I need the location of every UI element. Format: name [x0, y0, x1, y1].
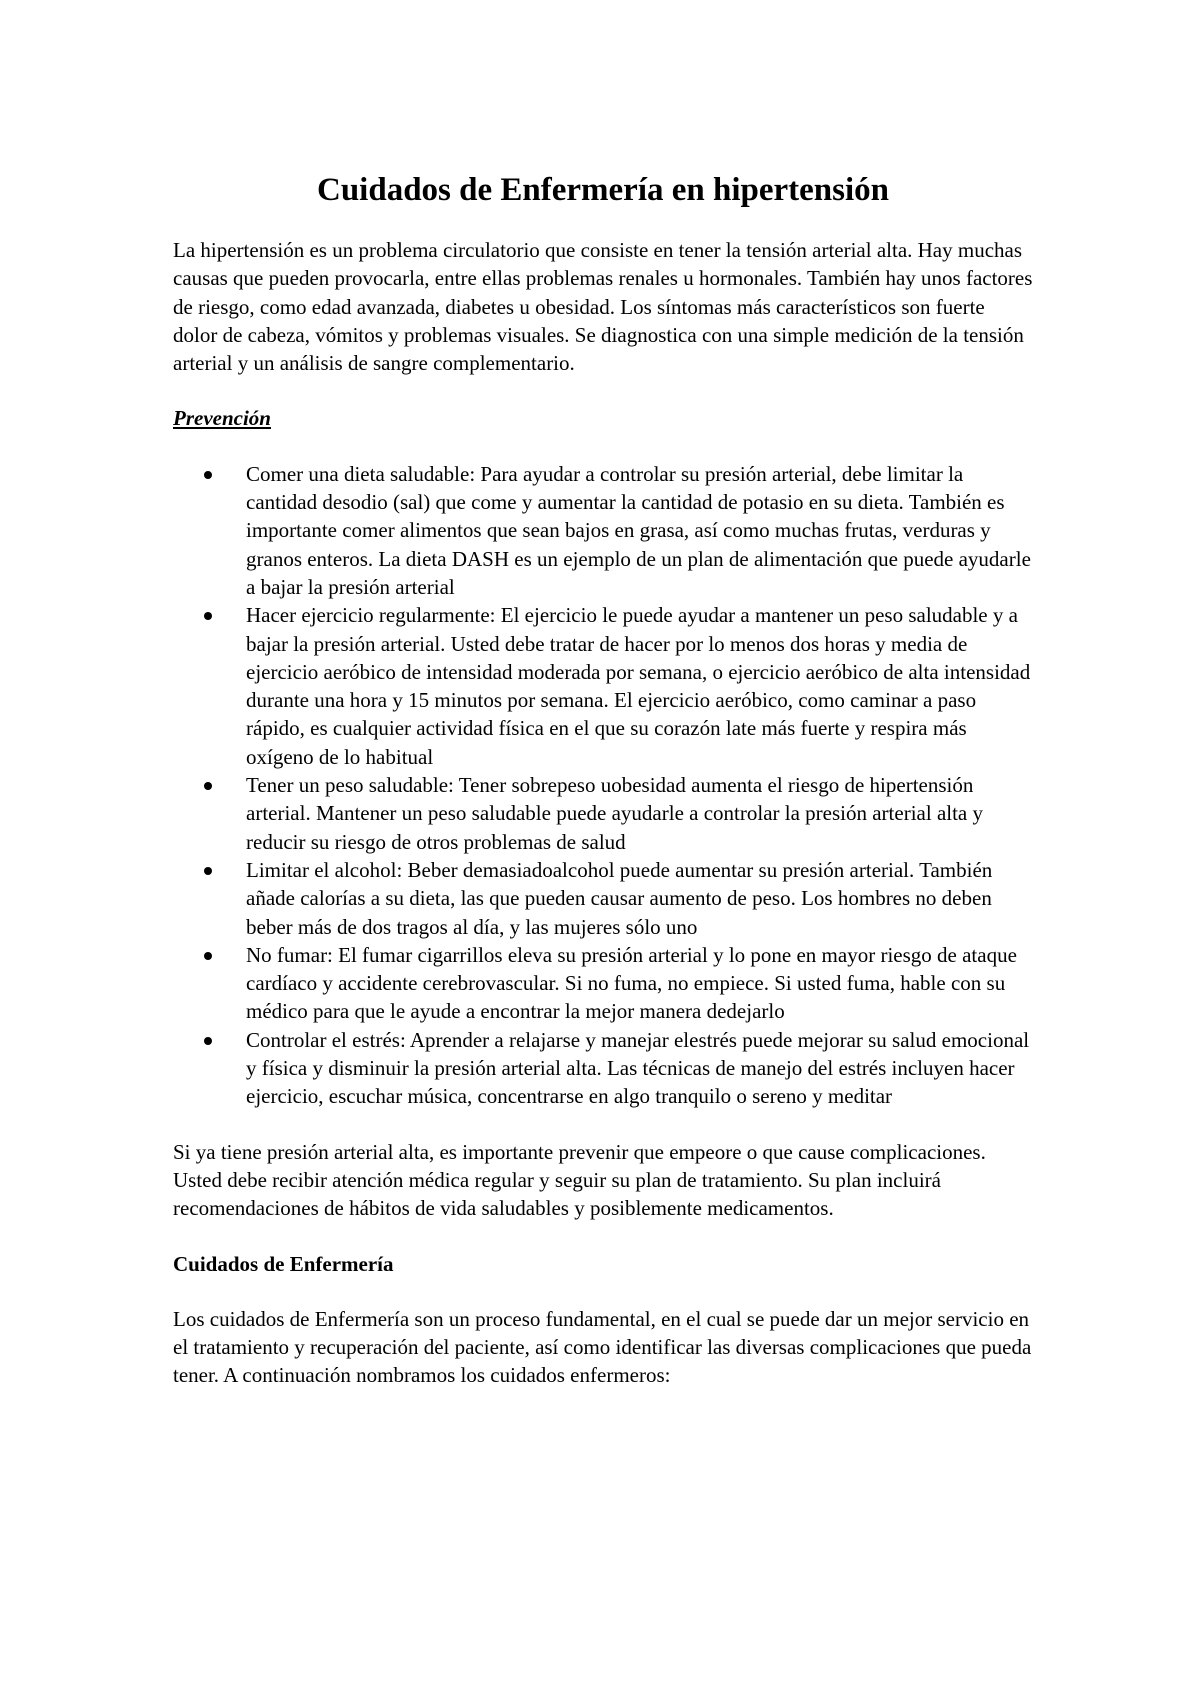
list-item — [246, 771, 1033, 856]
prevention-list — [173, 460, 1033, 1111]
nursing-paragraph: Los cuidados de Enfermería son un proceso fundamental, en el cual se puede dar un mejor servicio en el tratamiento y recuperación del paciente, así como identificar las diversas complicaciones que pueda tener. A continuación nombramos los cuidados enfermeros: — [173, 1306, 1032, 1388]
list-item-text: Limitar el alcohol: Beber demasiadoalcohol puede aumentar su presión arterial. También añade calorías a su dieta, las que pueden causar aumento de peso. Los hombres no deben beber más de dos tragos al día, y las mujeres sólo uno — [246, 857, 993, 939]
list-item — [246, 941, 1033, 1026]
intro-paragraph: La hipertensión es un problema circulatorio que consiste en tener la tensión arterial alta. Hay muchas causas que pueden provocarla, entre ellas problemas renales u hormonales. También hay unos factores de riesgo, como edad avanzada, diabetes u obesidad. Los síntomas más característicos son fuerte dolor de cabeza, vómitos y problemas visuales. Se diagnostica con una simple medición de la tensión arterial y un análisis de sangre complementario. — [173, 238, 1033, 376]
bullet-icon — [204, 471, 212, 479]
list-item — [246, 460, 1033, 601]
list-item — [246, 601, 1033, 771]
list-item — [246, 856, 1033, 941]
list-item-text: No fumar: El fumar cigarrillos eleva su presión arterial y lo pone en mayor riesgo de ataque cardíaco y accidente cerebrovascular. Si no fuma, no empiece. Si usted fuma, hable con su médico para que le ayude a encontrar la mejor manera dedejarlo — [246, 942, 1017, 1024]
list-item — [246, 1026, 1033, 1111]
document-page — [173, 170, 1033, 1390]
bullet-icon — [204, 952, 212, 960]
list-item-text: Controlar el estrés: Aprender a relajarse y manejar elestrés puede mejorar su salud emocional y física y disminuir la presión arterial alta. Las técnicas de manejo del estrés incluyen hacer ejercicio, escuchar música, concentrarse en algo tranquilo o sereno y meditar — [246, 1027, 1030, 1109]
nursing-heading: Cuidados de Enfermería — [173, 1251, 394, 1276]
bullet-icon — [204, 782, 212, 790]
document-title: Cuidados de Enfermería en hipertensión — [316, 172, 890, 208]
bullet-icon — [204, 867, 212, 875]
after-prevention-paragraph: Si ya tiene presión arterial alta, es importante prevenir que empeore o que cause complicaciones. Usted debe recibir atención médica regular y seguir su plan de tratamiento. Su plan incluirá recomendaciones de hábitos de vida saludables y posiblemente medicamentos. — [173, 1139, 986, 1221]
list-item-text: Hacer ejercicio regularmente: El ejercicio le puede ayudar a mantener un peso saludable y a bajar la presión arterial. Usted debe tratar de hacer por lo menos dos horas y media de ejercicio aeróbico de intensidad moderada por semana, o ejercicio aeróbico de alta intensidad durante una hora y 15 minutos por semana. El ejercicio aeróbico, como caminar a paso rápido, es cualquier actividad física en el que su corazón late más fuerte y respira más oxígeno de lo habitual — [246, 603, 1031, 769]
list-item-text: Tener un peso saludable: Tener sobrepeso uobesidad aumenta el riesgo de hipertensión arterial. Mantener un peso saludable puede ayudarle a controlar la presión arterial alta y reducir su riesgo de otros problemas de salud — [246, 773, 983, 854]
list-item-text: Comer una dieta saludable: Para ayudar a controlar su presión arterial, debe limitar la cantidad desodio (sal) que come y aumentar la cantidad de potasio en su dieta. También es importante comer alimentos que sean bajos en grasa, así como muchas frutas, verduras y granos enteros. La dieta DASH es un ejemplo de un plan de alimentación que puede ayudarle a bajar la presión arterial — [246, 461, 1031, 599]
bullet-icon — [204, 612, 212, 620]
prevention-heading: Prevención — [173, 406, 271, 431]
bullet-icon — [204, 1037, 212, 1045]
